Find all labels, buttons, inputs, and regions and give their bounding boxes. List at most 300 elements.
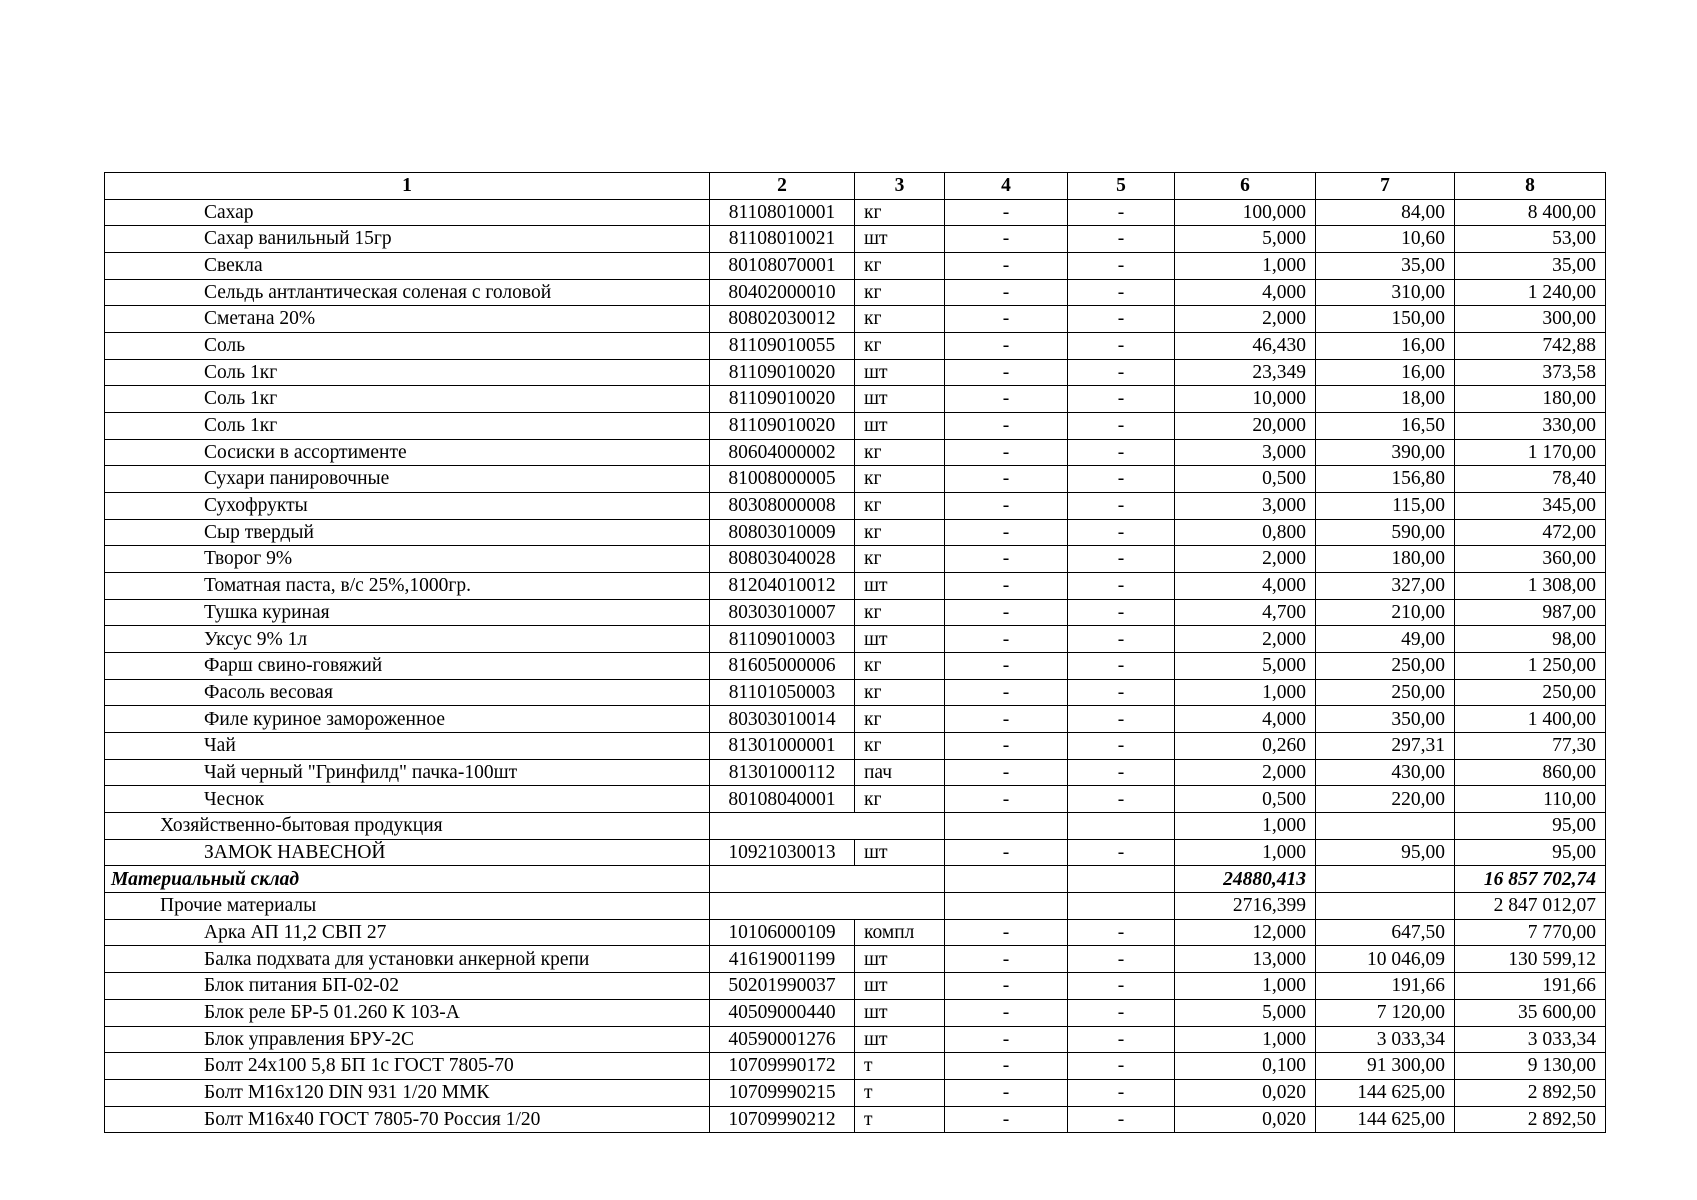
table-row — [105, 413, 1606, 440]
item-quantity: 100,000 — [1175, 199, 1316, 226]
item-unit: шт — [855, 626, 945, 653]
item-price: 16,00 — [1316, 359, 1455, 386]
item-col-5: - — [1068, 573, 1175, 600]
item-price: 350,00 — [1316, 706, 1455, 733]
item-price: 220,00 — [1316, 786, 1455, 813]
header-col-3: 3 — [855, 173, 945, 200]
table-row — [105, 493, 1606, 520]
table-row — [105, 626, 1606, 653]
group-name: Материальный склад — [105, 866, 710, 893]
item-sum: 860,00 — [1455, 759, 1606, 786]
item-col-4: - — [945, 306, 1068, 333]
table-row — [105, 359, 1606, 386]
item-unit: шт — [855, 973, 945, 1000]
item-code: 81109010020 — [710, 413, 855, 440]
item-quantity: 0,500 — [1175, 786, 1316, 813]
item-col-4: - — [945, 1026, 1068, 1053]
item-col-4: - — [945, 493, 1068, 520]
item-col-4: - — [945, 786, 1068, 813]
table-row — [105, 999, 1606, 1026]
item-unit: шт — [855, 999, 945, 1026]
table-row — [105, 199, 1606, 226]
item-name: Блок питания БП-02-02 — [105, 973, 710, 1000]
item-quantity: 1,000 — [1175, 679, 1316, 706]
inventory-table — [104, 172, 1606, 1133]
item-name: Сметана 20% — [105, 306, 710, 333]
item-col-4: - — [945, 573, 1068, 600]
item-sum: 2 892,50 — [1455, 1079, 1606, 1106]
item-code: 40509000440 — [710, 999, 855, 1026]
item-price: 115,00 — [1316, 493, 1455, 520]
item-name: Томатная паста, в/с 25%,1000гр. — [105, 573, 710, 600]
item-quantity: 46,430 — [1175, 333, 1316, 360]
item-price: 10 046,09 — [1316, 946, 1455, 973]
item-unit: кг — [855, 306, 945, 333]
item-sum: 191,66 — [1455, 973, 1606, 1000]
item-sum: 8 400,00 — [1455, 199, 1606, 226]
item-col-5: - — [1068, 466, 1175, 493]
table-row — [105, 946, 1606, 973]
subgroup-sum: 2 847 012,07 — [1455, 893, 1606, 920]
table-row — [105, 439, 1606, 466]
item-code: 80604000002 — [710, 439, 855, 466]
table-row — [105, 759, 1606, 786]
table-row — [105, 1053, 1606, 1080]
item-sum: 1 400,00 — [1455, 706, 1606, 733]
item-name: Болт 24х100 5,8 БП 1с ГОСТ 7805-70 — [105, 1053, 710, 1080]
item-code: 10921030013 — [710, 839, 855, 866]
item-col-4: - — [945, 599, 1068, 626]
item-name: Соль — [105, 333, 710, 360]
subgroup-quantity: 1,000 — [1175, 813, 1316, 840]
item-sum: 1 250,00 — [1455, 653, 1606, 680]
item-name: Соль 1кг — [105, 359, 710, 386]
subgroup-quantity: 2716,399 — [1175, 893, 1316, 920]
item-sum: 53,00 — [1455, 226, 1606, 253]
item-quantity: 2,000 — [1175, 306, 1316, 333]
header-row — [105, 173, 1606, 200]
item-unit: шт — [855, 413, 945, 440]
item-code: 10709990212 — [710, 1106, 855, 1133]
item-col-5: - — [1068, 1053, 1175, 1080]
item-quantity: 3,000 — [1175, 439, 1316, 466]
item-name: ЗАМОК НАВЕСНОЙ — [105, 839, 710, 866]
item-unit: кг — [855, 253, 945, 280]
item-unit: шт — [855, 359, 945, 386]
item-col-5: - — [1068, 439, 1175, 466]
item-quantity: 5,000 — [1175, 999, 1316, 1026]
item-price: 430,00 — [1316, 759, 1455, 786]
item-code: 41619001199 — [710, 946, 855, 973]
item-col-5: - — [1068, 626, 1175, 653]
item-unit: шт — [855, 386, 945, 413]
item-col-4: - — [945, 226, 1068, 253]
item-code: 80108070001 — [710, 253, 855, 280]
item-unit: т — [855, 1079, 945, 1106]
item-unit: кг — [855, 706, 945, 733]
item-col-5: - — [1068, 653, 1175, 680]
item-sum: 98,00 — [1455, 626, 1606, 653]
table-row — [105, 706, 1606, 733]
item-col-5: - — [1068, 493, 1175, 520]
item-col-5: - — [1068, 999, 1175, 1026]
item-code: 80802030012 — [710, 306, 855, 333]
item-code: 81109010020 — [710, 359, 855, 386]
item-quantity: 12,000 — [1175, 919, 1316, 946]
item-col-5: - — [1068, 759, 1175, 786]
item-col-5: - — [1068, 786, 1175, 813]
table-row — [105, 839, 1606, 866]
item-col-4: - — [945, 359, 1068, 386]
item-col-5: - — [1068, 706, 1175, 733]
table-row — [105, 786, 1606, 813]
item-unit: шт — [855, 573, 945, 600]
item-unit: кг — [855, 333, 945, 360]
item-name: Сухари панировочные — [105, 466, 710, 493]
item-name: Балка подхвата для установки анкерной крепи — [105, 946, 710, 973]
item-col-5: - — [1068, 226, 1175, 253]
item-unit: кг — [855, 679, 945, 706]
table-row — [105, 973, 1606, 1000]
table-row — [105, 466, 1606, 493]
item-sum: 472,00 — [1455, 519, 1606, 546]
item-quantity: 0,020 — [1175, 1106, 1316, 1133]
item-unit: кг — [855, 546, 945, 573]
item-col-5: - — [1068, 306, 1175, 333]
item-col-4: - — [945, 1053, 1068, 1080]
subgroup-sum: 95,00 — [1455, 813, 1606, 840]
item-price: 297,31 — [1316, 733, 1455, 760]
item-unit: т — [855, 1106, 945, 1133]
item-name: Болт М16х120 DIN 931 1/20 ММК — [105, 1079, 710, 1106]
item-col-4: - — [945, 706, 1068, 733]
item-quantity: 23,349 — [1175, 359, 1316, 386]
table-row — [105, 599, 1606, 626]
item-sum: 7 770,00 — [1455, 919, 1606, 946]
item-sum: 1 308,00 — [1455, 573, 1606, 600]
item-quantity: 10,000 — [1175, 386, 1316, 413]
item-col-4: - — [945, 413, 1068, 440]
item-sum: 78,40 — [1455, 466, 1606, 493]
item-name: Уксус 9% 1л — [105, 626, 710, 653]
item-col-4: - — [945, 919, 1068, 946]
item-code: 10709990215 — [710, 1079, 855, 1106]
item-name: Филе куриное замороженное — [105, 706, 710, 733]
table-row — [105, 1106, 1606, 1133]
group-blank-cols — [710, 866, 945, 893]
item-col-4: - — [945, 653, 1068, 680]
item-col-5: - — [1068, 519, 1175, 546]
item-name: Чай — [105, 733, 710, 760]
item-col-4: - — [945, 839, 1068, 866]
item-unit: кг — [855, 653, 945, 680]
item-code: 50201990037 — [710, 973, 855, 1000]
item-price: 150,00 — [1316, 306, 1455, 333]
item-price: 327,00 — [1316, 573, 1455, 600]
group-blank-col-7 — [1316, 866, 1455, 893]
item-price: 390,00 — [1316, 439, 1455, 466]
item-quantity: 13,000 — [1175, 946, 1316, 973]
item-sum: 110,00 — [1455, 786, 1606, 813]
item-price: 84,00 — [1316, 199, 1455, 226]
subgroup-blank-col-7 — [1316, 893, 1455, 920]
item-col-4: - — [945, 759, 1068, 786]
item-sum: 742,88 — [1455, 333, 1606, 360]
item-price: 18,00 — [1316, 386, 1455, 413]
item-col-4: - — [945, 519, 1068, 546]
item-sum: 35 600,00 — [1455, 999, 1606, 1026]
item-sum: 130 599,12 — [1455, 946, 1606, 973]
item-unit: т — [855, 1053, 945, 1080]
item-col-4: - — [945, 999, 1068, 1026]
item-quantity: 4,000 — [1175, 706, 1316, 733]
subgroup-row — [105, 813, 1606, 840]
item-quantity: 5,000 — [1175, 226, 1316, 253]
item-sum: 2 892,50 — [1455, 1106, 1606, 1133]
item-price: 250,00 — [1316, 679, 1455, 706]
item-quantity: 1,000 — [1175, 1026, 1316, 1053]
item-col-4: - — [945, 333, 1068, 360]
item-code: 81108010021 — [710, 226, 855, 253]
table-row — [105, 279, 1606, 306]
item-col-4: - — [945, 546, 1068, 573]
item-sum: 1 240,00 — [1455, 279, 1606, 306]
item-unit: кг — [855, 466, 945, 493]
item-quantity: 1,000 — [1175, 839, 1316, 866]
item-col-5: - — [1068, 733, 1175, 760]
item-sum: 987,00 — [1455, 599, 1606, 626]
item-code: 10106000109 — [710, 919, 855, 946]
item-name: Сахар ванильный 15гр — [105, 226, 710, 253]
item-unit: шт — [855, 839, 945, 866]
header-col-5: 5 — [1068, 173, 1175, 200]
item-price: 7 120,00 — [1316, 999, 1455, 1026]
item-price: 16,00 — [1316, 333, 1455, 360]
table-row — [105, 679, 1606, 706]
item-sum: 77,30 — [1455, 733, 1606, 760]
group-blank-col-5 — [1068, 866, 1175, 893]
item-col-4: - — [945, 279, 1068, 306]
item-name: Соль 1кг — [105, 386, 710, 413]
group-quantity: 24880,413 — [1175, 866, 1316, 893]
item-unit: кг — [855, 786, 945, 813]
item-col-5: - — [1068, 946, 1175, 973]
item-col-5: - — [1068, 546, 1175, 573]
item-sum: 180,00 — [1455, 386, 1606, 413]
item-code: 81204010012 — [710, 573, 855, 600]
item-sum: 360,00 — [1455, 546, 1606, 573]
item-name: Сахар — [105, 199, 710, 226]
item-code: 10709990172 — [710, 1053, 855, 1080]
item-code: 80308000008 — [710, 493, 855, 520]
item-col-4: - — [945, 733, 1068, 760]
table-row — [105, 226, 1606, 253]
item-col-4: - — [945, 946, 1068, 973]
header-col-4: 4 — [945, 173, 1068, 200]
item-unit: шт — [855, 1026, 945, 1053]
table-row — [105, 519, 1606, 546]
item-quantity: 4,700 — [1175, 599, 1316, 626]
item-price: 49,00 — [1316, 626, 1455, 653]
item-col-5: - — [1068, 679, 1175, 706]
item-code: 81108010001 — [710, 199, 855, 226]
item-quantity: 2,000 — [1175, 546, 1316, 573]
item-name: Фарш свино-говяжий — [105, 653, 710, 680]
item-code: 80303010014 — [710, 706, 855, 733]
item-name: Арка АП 11,2 СВП 27 — [105, 919, 710, 946]
item-col-5: - — [1068, 973, 1175, 1000]
table-row — [105, 306, 1606, 333]
item-sum: 9 130,00 — [1455, 1053, 1606, 1080]
subgroup-name: Хозяйственно-бытовая продукция — [105, 813, 710, 840]
item-code: 81008000005 — [710, 466, 855, 493]
item-price: 250,00 — [1316, 653, 1455, 680]
subgroup-blank-cols — [710, 893, 945, 920]
item-name: Свекла — [105, 253, 710, 280]
item-col-5: - — [1068, 413, 1175, 440]
item-col-4: - — [945, 253, 1068, 280]
item-price: 91 300,00 — [1316, 1053, 1455, 1080]
item-sum: 250,00 — [1455, 679, 1606, 706]
item-price: 3 033,34 — [1316, 1026, 1455, 1053]
table-row — [105, 253, 1606, 280]
item-quantity: 1,000 — [1175, 253, 1316, 280]
item-quantity: 0,260 — [1175, 733, 1316, 760]
item-code: 81605000006 — [710, 653, 855, 680]
group-row — [105, 866, 1606, 893]
header-col-7: 7 — [1316, 173, 1455, 200]
item-col-5: - — [1068, 839, 1175, 866]
item-col-4: - — [945, 626, 1068, 653]
item-col-4: - — [945, 1079, 1068, 1106]
item-quantity: 0,500 — [1175, 466, 1316, 493]
item-code: 81301000001 — [710, 733, 855, 760]
item-sum: 330,00 — [1455, 413, 1606, 440]
subgroup-blank-col-4 — [945, 893, 1068, 920]
item-sum: 300,00 — [1455, 306, 1606, 333]
item-name: Чеснок — [105, 786, 710, 813]
item-code: 80303010007 — [710, 599, 855, 626]
item-col-5: - — [1068, 1106, 1175, 1133]
item-price: 310,00 — [1316, 279, 1455, 306]
item-name: Тушка куриная — [105, 599, 710, 626]
group-sum: 16 857 702,74 — [1455, 866, 1606, 893]
item-sum: 345,00 — [1455, 493, 1606, 520]
subgroup-blank-cols — [710, 813, 945, 840]
item-unit: кг — [855, 599, 945, 626]
item-code: 81301000112 — [710, 759, 855, 786]
item-col-5: - — [1068, 1079, 1175, 1106]
item-unit: компл — [855, 919, 945, 946]
item-code: 80803010009 — [710, 519, 855, 546]
header-col-2: 2 — [710, 173, 855, 200]
header-col-1: 1 — [105, 173, 710, 200]
item-name: Сыр твердый — [105, 519, 710, 546]
subgroup-name: Прочие материалы — [105, 893, 710, 920]
item-col-5: - — [1068, 359, 1175, 386]
item-name: Сельдь антлантическая соленая с головой — [105, 279, 710, 306]
item-quantity: 4,000 — [1175, 279, 1316, 306]
item-unit: шт — [855, 226, 945, 253]
item-code: 81109010003 — [710, 626, 855, 653]
item-quantity: 0,100 — [1175, 1053, 1316, 1080]
table-row — [105, 733, 1606, 760]
item-price: 35,00 — [1316, 253, 1455, 280]
item-unit: кг — [855, 733, 945, 760]
item-price: 16,50 — [1316, 413, 1455, 440]
item-sum: 373,58 — [1455, 359, 1606, 386]
header-col-8: 8 — [1455, 173, 1606, 200]
subgroup-row — [105, 893, 1606, 920]
item-col-5: - — [1068, 919, 1175, 946]
table-row — [105, 1026, 1606, 1053]
item-quantity: 2,000 — [1175, 626, 1316, 653]
item-col-4: - — [945, 439, 1068, 466]
item-code: 81101050003 — [710, 679, 855, 706]
item-quantity: 0,020 — [1175, 1079, 1316, 1106]
table-row — [105, 546, 1606, 573]
item-unit: кг — [855, 439, 945, 466]
item-col-5: - — [1068, 386, 1175, 413]
item-name: Сосиски в ассортименте — [105, 439, 710, 466]
item-quantity: 5,000 — [1175, 653, 1316, 680]
item-price: 144 625,00 — [1316, 1079, 1455, 1106]
item-unit: пач — [855, 759, 945, 786]
table-row — [105, 1079, 1606, 1106]
item-code: 80108040001 — [710, 786, 855, 813]
item-code: 81109010020 — [710, 386, 855, 413]
item-col-4: - — [945, 199, 1068, 226]
item-unit: кг — [855, 519, 945, 546]
item-col-5: - — [1068, 333, 1175, 360]
item-name: Творог 9% — [105, 546, 710, 573]
item-quantity: 0,800 — [1175, 519, 1316, 546]
item-code: 81109010055 — [710, 333, 855, 360]
item-col-5: - — [1068, 253, 1175, 280]
item-name: Болт М16х40 ГОСТ 7805-70 Россия 1/20 — [105, 1106, 710, 1133]
item-price: 647,50 — [1316, 919, 1455, 946]
item-sum: 1 170,00 — [1455, 439, 1606, 466]
item-col-5: - — [1068, 279, 1175, 306]
item-price: 180,00 — [1316, 546, 1455, 573]
item-price: 10,60 — [1316, 226, 1455, 253]
subgroup-blank-col-7 — [1316, 813, 1455, 840]
item-price: 210,00 — [1316, 599, 1455, 626]
item-name: Чай черный "Гринфилд" пачка-100шт — [105, 759, 710, 786]
item-col-4: - — [945, 973, 1068, 1000]
table-body — [105, 199, 1606, 1133]
item-col-4: - — [945, 466, 1068, 493]
table-row — [105, 386, 1606, 413]
item-quantity: 3,000 — [1175, 493, 1316, 520]
group-blank-col-4 — [945, 866, 1068, 893]
item-name: Блок управления БРУ-2С — [105, 1026, 710, 1053]
item-unit: кг — [855, 199, 945, 226]
item-col-5: - — [1068, 1026, 1175, 1053]
subgroup-blank-col-5 — [1068, 893, 1175, 920]
item-unit: кг — [855, 493, 945, 520]
item-name: Соль 1кг — [105, 413, 710, 440]
item-price: 590,00 — [1316, 519, 1455, 546]
item-quantity: 20,000 — [1175, 413, 1316, 440]
item-col-4: - — [945, 679, 1068, 706]
item-quantity: 2,000 — [1175, 759, 1316, 786]
item-name: Блок реле БР-5 01.260 К 103-А — [105, 999, 710, 1026]
header-col-6: 6 — [1175, 173, 1316, 200]
item-unit: кг — [855, 279, 945, 306]
item-name: Фасоль весовая — [105, 679, 710, 706]
item-sum: 95,00 — [1455, 839, 1606, 866]
